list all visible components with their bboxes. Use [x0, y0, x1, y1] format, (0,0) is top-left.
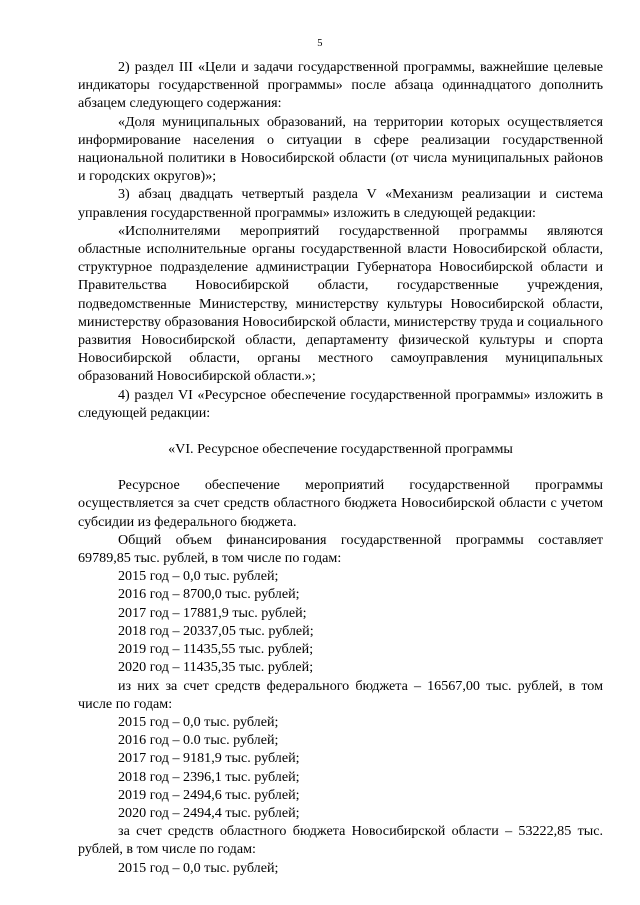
list-item: 2018 год – 2396,1 тыс. рублей;	[118, 768, 300, 785]
paragraph-resource-intro: Ресурсное обеспечение мероприятий государственной программы осуществляется за счет средств областного бюджета Новосибирской области с учетом субсидии из федерального бюджета.	[78, 477, 603, 530]
total-by-year-list	[78, 567, 603, 676]
list-item: 2016 год – 8700,0 тыс. рублей;	[118, 586, 300, 603]
list-item: 2019 год – 11435,55 тыс. рублей;	[118, 641, 314, 658]
list-item: 2016 год – 0.0 тыс. рублей;	[118, 732, 279, 749]
paragraph-quoted-executors: «Исполнителями мероприятий государственной программы являются областные исполнительные органы государственной власти Новосибирской области, структурное подразделение администрации Губернатора Новосибирской области и Правительства Новосибирской области, государственные учреждения, подведомственные Министерству, министерству культуры Новосибирской области, министерству образования Новосибирской области, министерству труда и социального развития Новосибирской области, департаменту физической культуры и спорта Новосибирской области, органы местного самоуправления муниципальных образований Новосибирской области.»;	[78, 222, 603, 385]
list-item: 2019 год – 2494,6 тыс. рублей;	[118, 786, 300, 803]
paragraph-regional-intro: за счет средств областного бюджета Новосибирской области – 53222,85 тыс. рублей, в том числе по годам:	[78, 823, 603, 858]
list-item: 2015 год – 0,0 тыс. рублей;	[118, 568, 279, 585]
list-item: 2020 год – 11435,35 тыс. рублей;	[118, 659, 314, 676]
paragraph-federal-intro: из них за счет средств федерального бюджета – 16567,00 тыс. рублей, в том числе по годам:	[78, 677, 603, 712]
list-item: 2015 год – 0,0 тыс. рублей;	[118, 859, 279, 876]
paragraph-item-2: 2) раздел III «Цели и задачи государственной программы, важнейшие целевые индикаторы государственной программы» после абзаца одиннадцатого дополнить абзацем следующего содержания:	[78, 59, 603, 112]
list-item: 2015 год – 0,0 тыс. рублей;	[118, 713, 279, 730]
list-item: 2017 год – 17881,9 тыс. рублей;	[118, 604, 307, 621]
list-item: 2018 год – 20337,05 тыс. рублей;	[118, 622, 314, 639]
list-item: 2020 год – 2494,4 тыс. рублей;	[118, 804, 300, 821]
paragraph-quoted-indicator: «Доля муниципальных образований, на территории которых осуществляется информирование населения о ситуации в сфере реализации государственной национальной политики в Новосибирской области (от числа муниципальных районов и городских округов)»;	[78, 113, 603, 185]
list-item: 2017 год – 9181,9 тыс. рублей;	[118, 750, 300, 767]
federal-by-year-list	[78, 713, 603, 822]
document-body	[78, 58, 603, 877]
paragraph-item-4: 4) раздел VI «Ресурсное обеспечение государственной программы» изложить в следующей редакции:	[78, 386, 603, 421]
paragraph-item-3: 3) абзац двадцать четвертый раздела V «Механизм реализации и система управления государственной программы» изложить в следующей редакции:	[78, 186, 603, 221]
regional-by-year-list	[78, 859, 603, 877]
paragraph-total-intro: Общий объем финансирования государственной программы составляет 69789,85 тыс. рублей, в том числе по годам:	[78, 531, 603, 567]
page-number: 5	[317, 38, 323, 49]
section-heading: «VI. Ресурсное обеспечение государственной программы	[168, 441, 513, 458]
